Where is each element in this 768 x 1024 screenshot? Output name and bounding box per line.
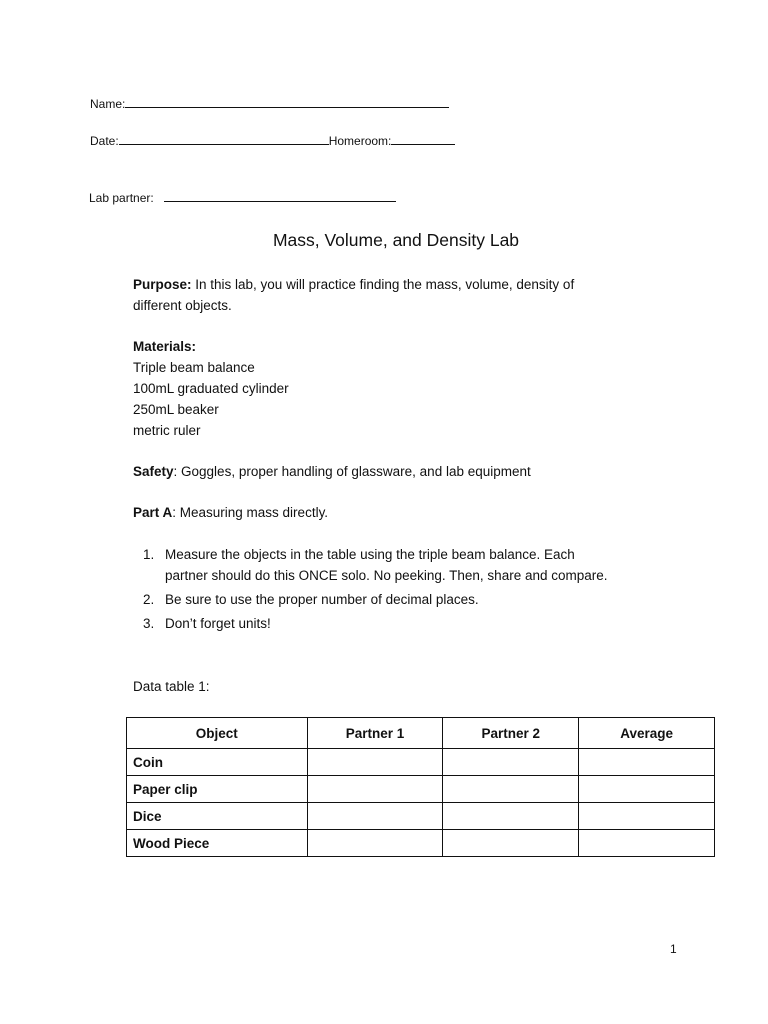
part-a-label: Part A xyxy=(133,505,173,520)
entry-cell[interactable] xyxy=(443,776,579,803)
page-number: 1 xyxy=(670,942,677,956)
entry-cell[interactable] xyxy=(443,803,579,830)
date-line[interactable] xyxy=(119,131,329,145)
name-field xyxy=(90,94,449,111)
steps-list xyxy=(133,544,653,634)
purpose-label: Purpose: xyxy=(133,277,192,292)
materials-label: Materials: xyxy=(133,339,197,354)
part-a-section xyxy=(133,502,328,523)
lab-partner-label: Lab partner: xyxy=(89,191,154,205)
list-item xyxy=(133,544,653,586)
column-header: Partner 1 xyxy=(307,718,443,749)
lab-partner-line[interactable] xyxy=(164,188,396,202)
name-label: Name: xyxy=(90,97,126,111)
material-item: Triple beam balance xyxy=(133,360,255,375)
entry-cell[interactable] xyxy=(307,830,443,857)
entry-cell[interactable] xyxy=(307,749,443,776)
object-cell: Dice xyxy=(127,803,308,830)
entry-cell[interactable] xyxy=(307,803,443,830)
homeroom-line[interactable] xyxy=(391,131,455,145)
table-row xyxy=(127,749,715,776)
data-table xyxy=(126,717,715,857)
column-header: Partner 2 xyxy=(443,718,579,749)
entry-cell[interactable] xyxy=(443,749,579,776)
entry-cell[interactable] xyxy=(443,830,579,857)
material-item: 100mL graduated cylinder xyxy=(133,381,289,396)
entry-cell[interactable] xyxy=(307,776,443,803)
step-text: Be sure to use the proper number of decimal places. xyxy=(165,592,479,607)
purpose-text-2: different objects. xyxy=(133,298,232,313)
date-label: Date: xyxy=(90,134,119,148)
entry-cell[interactable] xyxy=(579,830,715,857)
table-row xyxy=(127,830,715,857)
object-cell: Coin xyxy=(127,749,308,776)
table-caption: Data table 1: xyxy=(133,679,210,694)
step-text: Don’t forget units! xyxy=(165,616,271,631)
step-number: 2. xyxy=(143,592,155,607)
object-cell: Paper clip xyxy=(127,776,308,803)
column-header: Average xyxy=(579,718,715,749)
entry-cell[interactable] xyxy=(579,776,715,803)
name-line[interactable] xyxy=(125,94,449,108)
step-number: 1. xyxy=(143,547,155,562)
lab-partner-field xyxy=(89,188,396,205)
materials-section xyxy=(133,336,289,441)
date-homeroom-field xyxy=(90,131,455,148)
step-number: 3. xyxy=(143,616,155,631)
table-row xyxy=(127,776,715,803)
entry-cell[interactable] xyxy=(579,749,715,776)
table-row xyxy=(127,803,715,830)
object-cell: Wood Piece xyxy=(127,830,308,857)
safety-text: : Goggles, proper handling of glassware, and lab equipment xyxy=(173,464,531,479)
homeroom-label: Homeroom: xyxy=(328,134,392,148)
list-item xyxy=(133,589,653,610)
entry-cell[interactable] xyxy=(579,803,715,830)
purpose-text-1: In this lab, you will practice finding the mass, volume, density of xyxy=(191,277,575,292)
list-item xyxy=(133,613,653,634)
page-title: Mass, Volume, and Density Lab xyxy=(272,230,520,250)
step-text-cont: partner should do this ONCE solo. No peeking. Then, share and compare. xyxy=(165,568,608,583)
step-text: Measure the objects in the table using the triple beam balance. Each xyxy=(165,547,575,562)
table-header-row xyxy=(127,718,715,749)
purpose-section xyxy=(133,274,633,316)
material-item: 250mL beaker xyxy=(133,402,219,417)
safety-section xyxy=(133,461,531,482)
material-item: metric ruler xyxy=(133,423,201,438)
column-header: Object xyxy=(127,718,308,749)
safety-label: Safety xyxy=(133,464,174,479)
part-a-text: : Measuring mass directly. xyxy=(172,505,329,520)
